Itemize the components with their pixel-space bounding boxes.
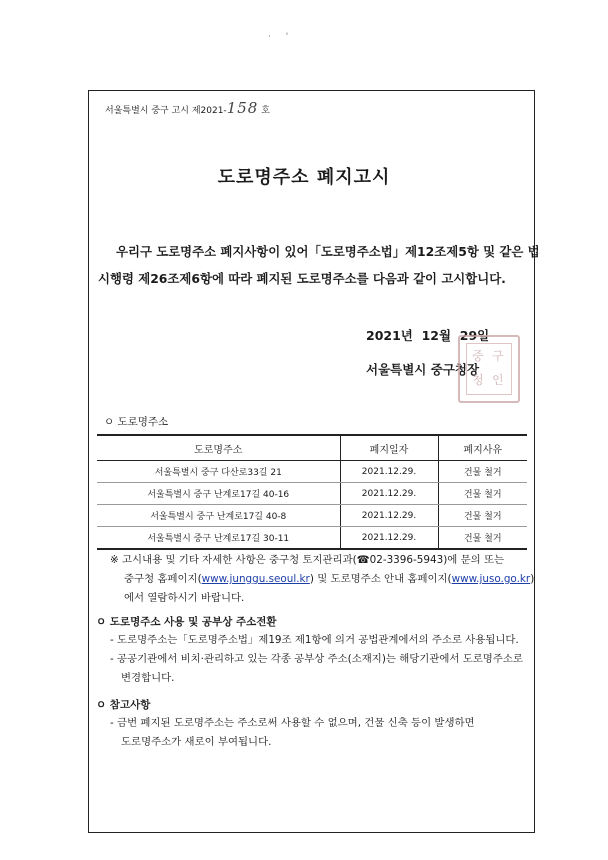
section-heading-road-address: ㅇ 도로명주소 [104, 416, 169, 428]
seal-char: 구 [492, 349, 504, 363]
cell-date: 2021.12.29. [340, 483, 438, 505]
notice-body [98, 238, 540, 292]
contact-note [110, 551, 535, 608]
seal-char: 인 [492, 373, 504, 387]
notice-number-handwritten: 158 [226, 99, 259, 117]
column-header-address: 도로명주소 [97, 435, 340, 461]
column-header-date: 폐지일자 [340, 435, 438, 461]
notice-date: 2021년 12월 29일 [366, 328, 490, 343]
cell-address: 서울특별시 중구 난계로17길 40-8 [97, 505, 340, 527]
list-item: - 금번 폐지된 도로명주소는 주소로써 사용할 수 없으며, 건물 신축 등이 발생하면 [110, 717, 475, 729]
official-seal-stamp [458, 335, 520, 403]
cell-date: 2021.12.29. [340, 505, 438, 527]
cell-date: 2021.12.29. [340, 461, 438, 483]
cell-reason: 건물 철거 [438, 527, 527, 550]
cell-address: 서울특별시 중구 난계로17길 30-11 [147, 534, 290, 544]
note-text: ) [530, 573, 535, 585]
issuer-name: 서울특별시 중구청장 [366, 362, 480, 377]
cell-reason: 건물 철거 [438, 461, 527, 483]
list-item: - 도로명주소는「도로명주소법」제19조 제1항에 의거 공법관계에서의 주소로 사용됩니다. [110, 634, 519, 646]
notice-body-line-2: 시행령 제26조제6항에 따라 폐지된 도로명주소를 다음과 같이 고시합니다. [98, 271, 506, 286]
notice-number-suffix: 호 [258, 106, 270, 116]
cell-address: 서울특별시 중구 난계로17길 40-16 [97, 483, 340, 505]
section-heading-reference: ㅇ 참고사항 [96, 699, 151, 711]
junggu-homepage-link[interactable]: www.junggu.seoul.kr [201, 573, 310, 585]
abolished-address-table [97, 434, 527, 550]
table-row [97, 527, 527, 550]
list-item-continuation: 도로명주소가 새로이 부여됩니다. [121, 736, 272, 748]
note-line-1: ※ 고시내용 및 기타 자세한 사항은 중구청 토지관리과(☎02-3396-5943)에 문의 또는 [110, 554, 505, 566]
seal-char: 중 [472, 349, 484, 363]
notice-number [105, 99, 270, 117]
cell-reason: 건물 철거 [438, 483, 527, 505]
note-line-3: 에서 열람하시기 바랍니다. [124, 592, 245, 604]
note-text: 중구청 홈페이지( [124, 573, 202, 585]
cell-address: 서울특별시 중구 다산로33길 21 [97, 461, 340, 483]
cell-reason: 건물 철거 [438, 505, 527, 527]
document-title: 도로명주소 폐지고시 [217, 167, 391, 188]
note-text: ) 및 도로명주소 안내 홈페이지( [309, 573, 452, 585]
column-header-reason: 폐지사유 [438, 435, 527, 461]
scan-specks: · ' [268, 32, 295, 42]
seal-char: 청 [472, 373, 484, 387]
list-item: - 공공기관에서 비치·관리하고 있는 각종 공부상 주소(소재지)는 해당기관에서 도로명주소로 [110, 653, 523, 665]
table-header-row [97, 435, 527, 461]
list-item-continuation: 변경합니다. [121, 672, 175, 684]
address-usage-list [110, 631, 523, 688]
juso-homepage-link[interactable]: www.juso.go.kr [451, 573, 531, 585]
reference-list [110, 714, 475, 752]
table-row [97, 505, 527, 527]
cell-date: 2021.12.29. [340, 527, 438, 550]
notice-number-prefix: 서울특별시 중구 고시 제2021- [105, 106, 227, 116]
table-row [97, 483, 527, 505]
section-heading-address-usage: ㅇ 도로명주소 사용 및 공부상 주소전환 [96, 616, 277, 628]
notice-body-line-1: 우리구 도로명주소 폐지사항이 있어「도로명주소법」제12조제5항 및 같은 법 [116, 244, 540, 259]
note-line-2 [110, 570, 535, 589]
table-row [97, 461, 527, 483]
